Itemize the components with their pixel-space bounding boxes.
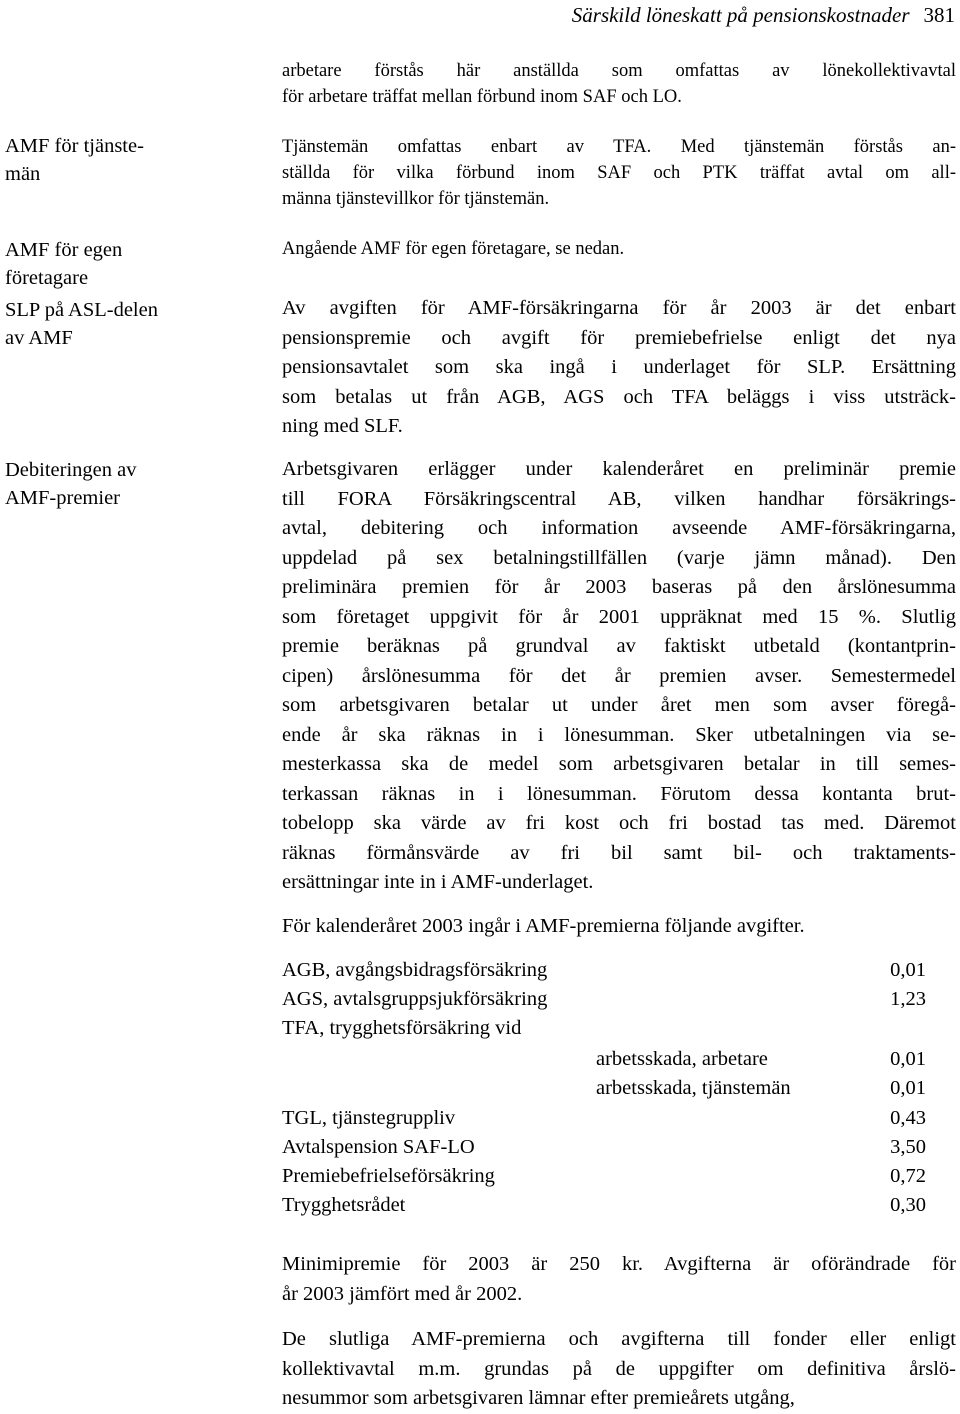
- text-line: mesterkassa ska de medel som arbetsgivaren betalar in till semes-: [282, 753, 956, 775]
- text-line: Minimipremie för 2003 är 250 kr. Avgifterna är oförändrade för: [282, 1253, 956, 1275]
- margin-heading-line: SLP på ASL-delen: [5, 299, 158, 321]
- text-line: männa tjänstevillkor för tjänstemän.: [282, 189, 550, 209]
- text-line: pensionsavtalet som ska ingå i underlaget för SLP. Ersättning: [282, 356, 956, 378]
- text-line: för arbetare träffat mellan förbund inom SAF och LO.: [282, 87, 682, 107]
- margin-heading-line: av AMF: [5, 327, 73, 349]
- text-line: tobelopp ska värde av fri kost och fri bostad tas med. Däremot: [282, 812, 956, 834]
- text-line: arbetare förstås här anställda som omfattas av lönekollektivavtal: [282, 61, 956, 81]
- paragraph-arbetare: [282, 58, 956, 110]
- text-line: pensionspremie och avgift för premiebefrielse enligt det nya: [282, 326, 956, 349]
- text-line: cipen) årslönesumma för det år premien avser. Semestermedel: [282, 664, 956, 687]
- text-line: premie beräknas på grundval av faktiskt utbetald (kontantprin-: [282, 635, 956, 657]
- margin-heading-line: företagare: [5, 267, 89, 289]
- text-line: nesummor som arbetsgivaren lämnar efter premieårets utgång,: [282, 1387, 795, 1409]
- margin-heading-line: AMF för egen: [5, 239, 123, 261]
- text-line: som företaget uppgivit för år 2001 uppräknat med 15 %. Slutlig: [282, 605, 956, 628]
- margin-heading-line: AMF-premier: [5, 487, 121, 509]
- fee-label: Avtalspension SAF-LO: [282, 1136, 475, 1158]
- text-line: räknas förmånsvärde av fri bil samt bil- och traktaments-: [282, 841, 956, 864]
- page-header: [0, 2, 955, 28]
- fee-value: 0,30: [890, 1194, 926, 1216]
- text-line: ersättningar inte in i AMF-underlaget.: [282, 871, 594, 893]
- fee-value: 0,72: [890, 1165, 926, 1187]
- margin-heading-line: AMF för tjänste-: [5, 135, 144, 157]
- text-line: ning med SLF.: [282, 415, 403, 437]
- margin-heading-line: män: [5, 163, 41, 185]
- text-line: För kalenderåret 2003 ingår i AMF-premierna följande avgifter.: [282, 915, 805, 937]
- margin-heading-amf-egen: [5, 236, 230, 292]
- paragraph-debitering: [282, 455, 956, 898]
- fee-label: Trygghetsrådet: [282, 1194, 406, 1216]
- fee-label: Premiebefrielseförsäkring: [282, 1165, 495, 1187]
- fee-label: TGL, tjänstegruppliv: [282, 1107, 456, 1129]
- paragraph-fees-intro: [282, 912, 956, 942]
- fee-label: AGS, avtalsgruppsjukförsäkring: [282, 988, 548, 1010]
- paragraph-slp: [282, 294, 956, 442]
- text-line: som arbetsgivaren betalar ut under året men som avser föregå-: [282, 694, 956, 716]
- paragraph-egen-foretagare: [282, 236, 956, 262]
- fee-value: 1,23: [890, 988, 926, 1010]
- text-line: Av avgiften för AMF-försäkringarna för år 2003 är det enbart: [282, 297, 956, 319]
- margin-heading-slp: [5, 296, 230, 352]
- fee-value: 0,01: [890, 959, 926, 981]
- text-line: år 2003 jämfört med år 2002.: [282, 1282, 523, 1305]
- text-line: ende år ska räknas in i lönesumman. Sker utbetalningen via se-: [282, 723, 956, 746]
- fee-value: 3,50: [890, 1136, 926, 1158]
- text-line: preliminära premien för år 2003 baseras på den årslönesumma: [282, 576, 956, 598]
- text-line: Arbetsgivaren erlägger under kalenderåret en preliminär premie: [282, 458, 956, 480]
- fee-label: arbetsskada, arbetare: [596, 1048, 768, 1070]
- text-line: terkassan räknas in i lönesumman. Förutom dessa kontanta brut-: [282, 782, 956, 805]
- paragraph-tjansteman: [282, 134, 956, 212]
- text-line: avtal, debitering och information avseende AMF-försäkringarna,: [282, 517, 956, 539]
- fee-value: 0,01: [890, 1048, 926, 1070]
- fee-value: 0,01: [890, 1077, 926, 1099]
- fee-value: 0,43: [890, 1107, 926, 1129]
- paragraph-slutliga-premier: [282, 1325, 956, 1414]
- text-line: Tjänstemän omfattas enbart av TFA. Med tjänstemän förstås an-: [282, 137, 956, 157]
- fee-label: arbetsskada, tjänstemän: [596, 1077, 791, 1099]
- text-line: ställda för vilka förbund inom SAF och PTK träffat avtal om all-: [282, 163, 956, 183]
- margin-heading-amf-tjansteman: [5, 132, 230, 188]
- paragraph-minimipremie: [282, 1250, 956, 1309]
- running-title: Särskild löneskatt på pensionskostnader: [571, 3, 910, 27]
- text-line: De slutliga AMF-premierna och avgifterna till fonder eller enligt: [282, 1328, 956, 1350]
- margin-heading-debitering: [5, 456, 230, 512]
- text-line: kollektivavtal m.m. grundas på de uppgifter om definitiva årslö-: [282, 1357, 956, 1380]
- text-line: som betalas ut från AGB, AGS och TFA beläggs i viss utsträck-: [282, 385, 956, 408]
- page-number: 381: [923, 3, 955, 27]
- text-line: till FORA Försäkringscentral AB, vilken handhar försäkrings-: [282, 487, 956, 510]
- text-line: Angående AMF för egen företagare, se nedan.: [282, 239, 625, 259]
- text-line: uppdelad på sex betalningstillfällen (varje jämn månad). Den: [282, 546, 956, 569]
- fee-label: TFA, trygghetsförsäkring vid: [282, 1017, 522, 1039]
- fee-label: AGB, avgångsbidragsförsäkring: [282, 959, 548, 981]
- margin-heading-line: Debiteringen av: [5, 459, 137, 481]
